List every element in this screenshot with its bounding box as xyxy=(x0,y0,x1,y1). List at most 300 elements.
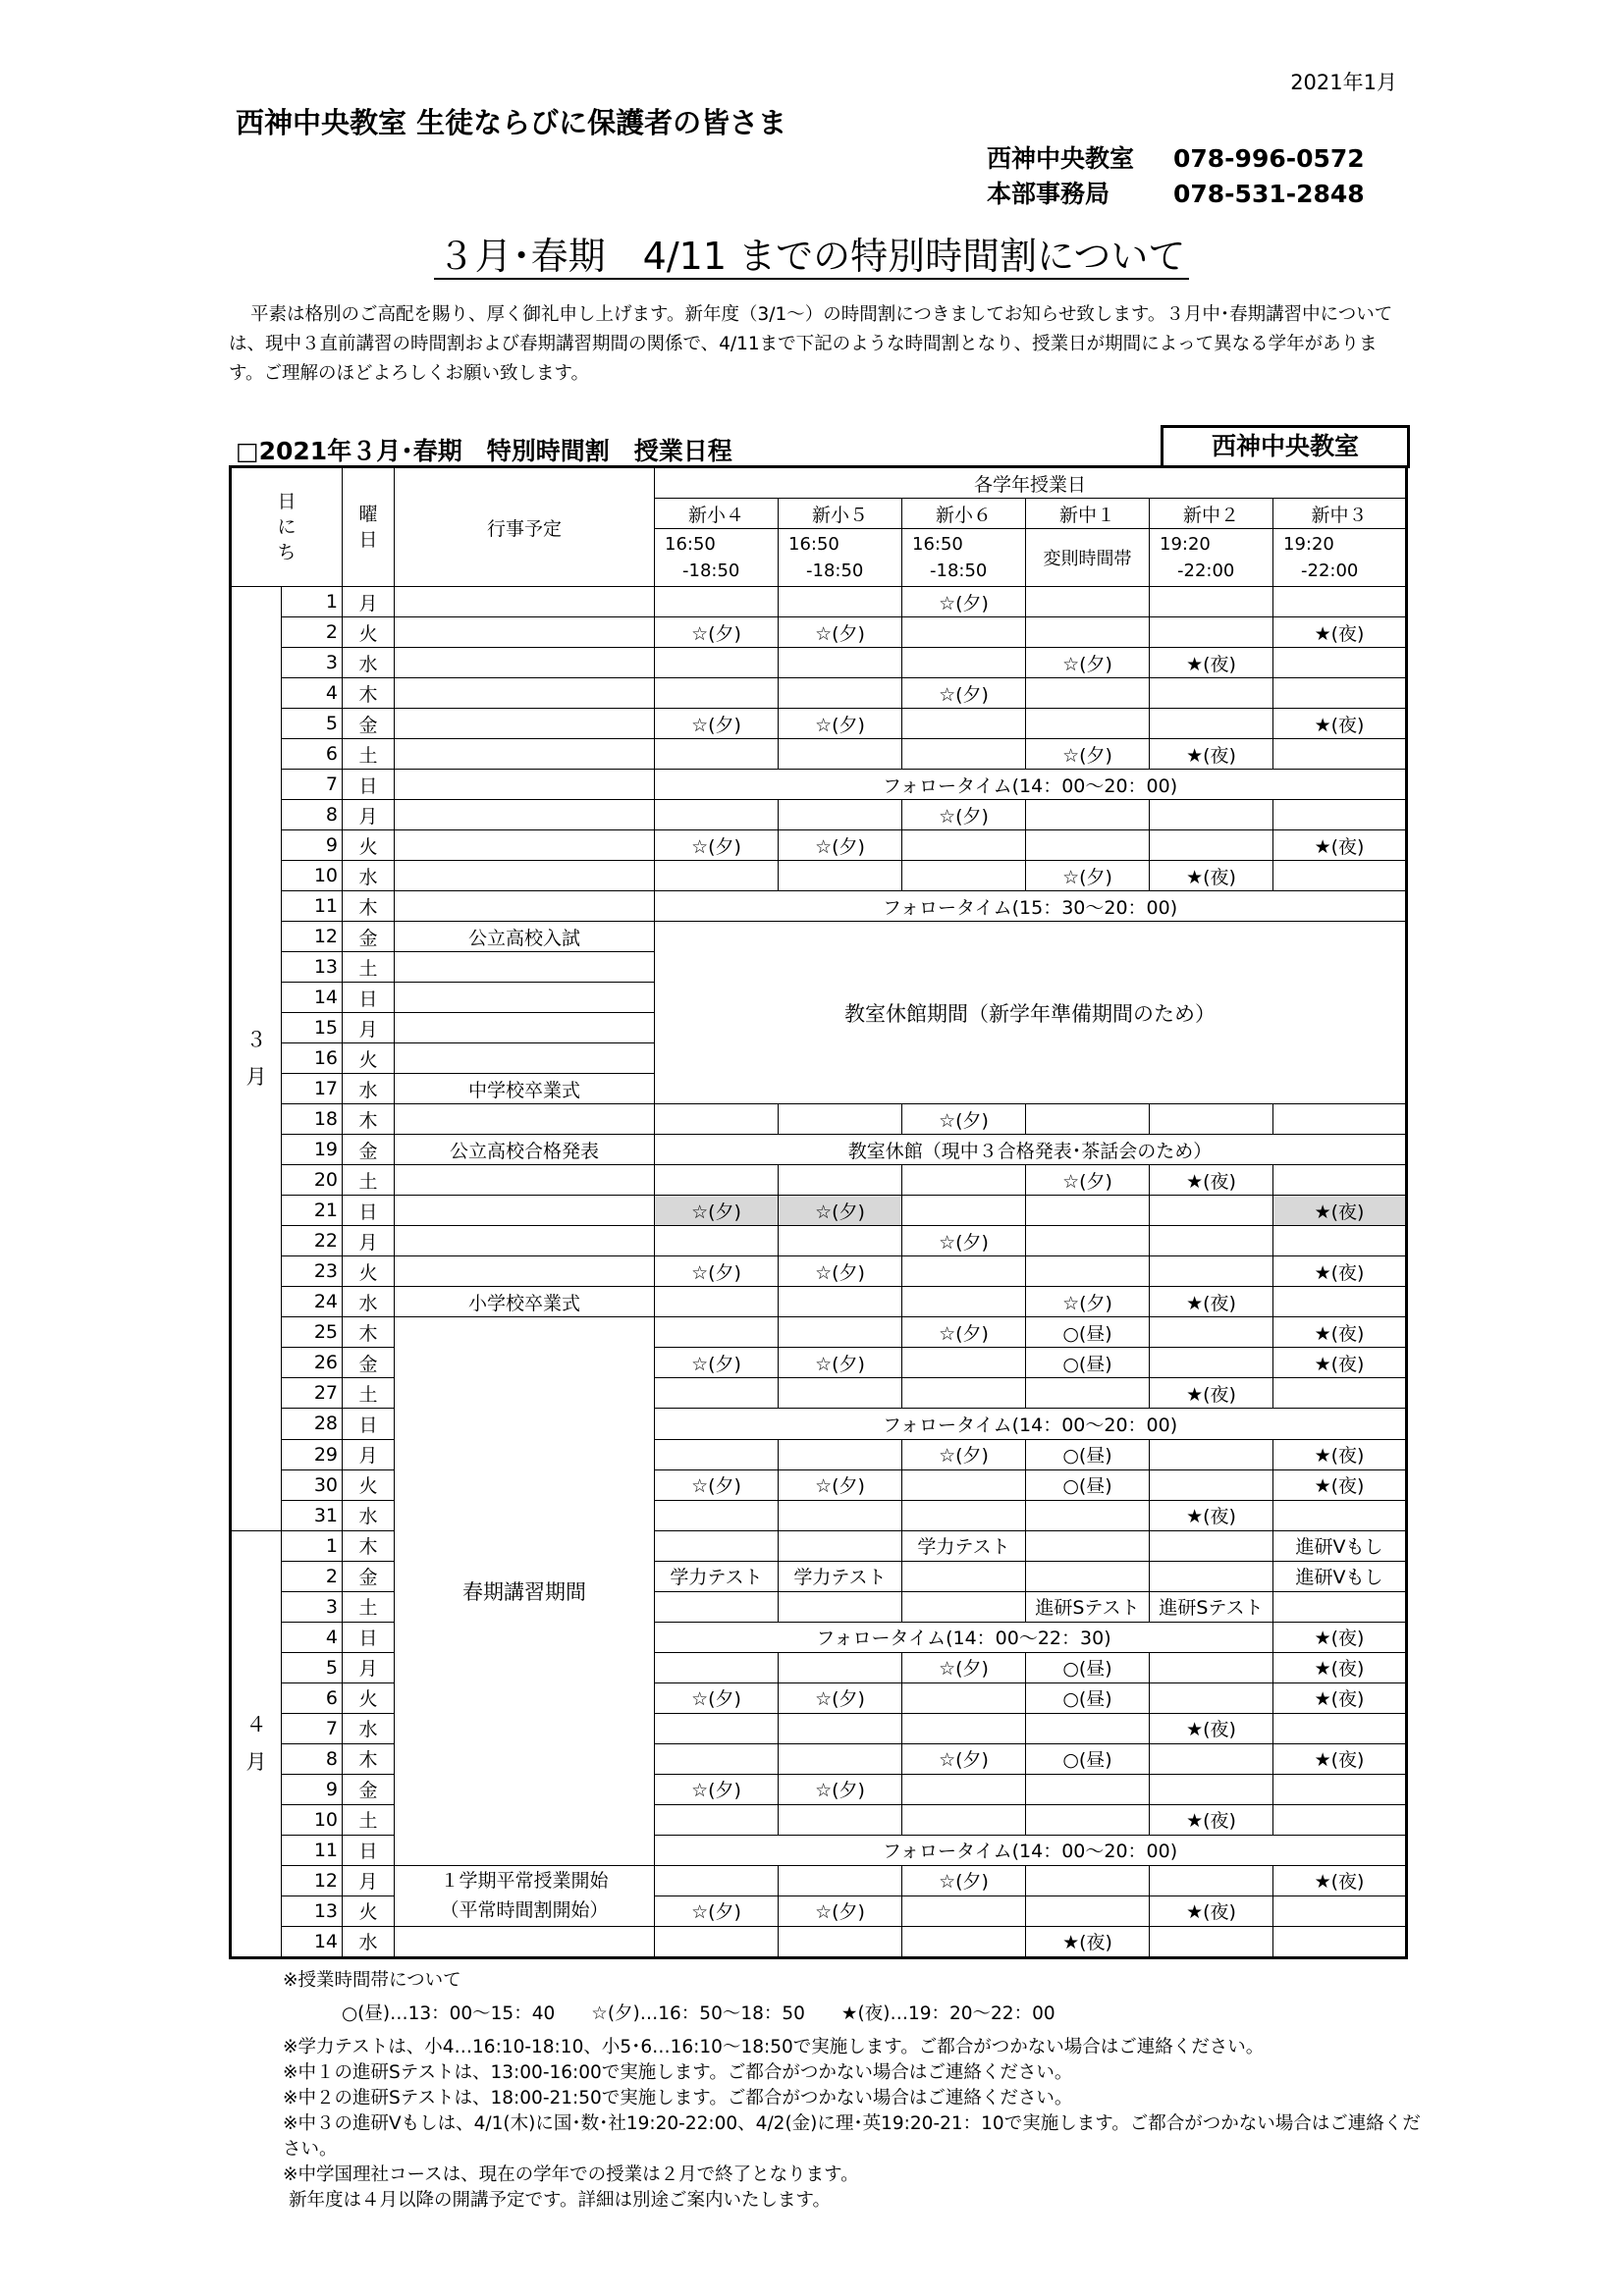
time-header: 変則時間帯 xyxy=(1026,529,1150,587)
event-cell xyxy=(395,800,655,830)
class-cell xyxy=(655,1226,779,1256)
event-cell: 中学校卒業式 xyxy=(395,1074,655,1104)
intro-paragraph: 平素は格別のご高配を賜り、厚く御礼申し上げます。新年度（3/1～）の時間割につきましてお知らせ致します。３月中･春期講習中については、現中３直前講習の時間割および春期講習期間の関係で、4/11まで下記のような時間割となり、授業日が期間によって異なる学年があります。ご理解のほどよろしくお願い致します。 xyxy=(229,304,1393,384)
class-cell xyxy=(1026,709,1150,739)
class-cell: ★(夜) xyxy=(1273,617,1407,648)
class-cell: ☆(夕) xyxy=(655,1196,779,1226)
class-cell xyxy=(779,1530,902,1561)
table-row xyxy=(231,1196,1407,1226)
day-number: 1 xyxy=(282,1530,343,1561)
class-cell xyxy=(779,1439,902,1469)
header-day: 日 に ち xyxy=(231,467,343,587)
class-cell: ★(夜) xyxy=(1026,1926,1150,1957)
weekday: 月 xyxy=(343,800,395,830)
class-cell xyxy=(655,1104,779,1135)
day-number: 21 xyxy=(282,1196,343,1226)
class-cell xyxy=(902,709,1026,739)
class-cell xyxy=(655,1378,779,1409)
class-cell: ○(昼) xyxy=(1026,1743,1150,1774)
weekday: 水 xyxy=(343,648,395,678)
class-cell xyxy=(1026,1104,1150,1135)
note-line: ※中１の進研Sテストは、13:00-16:00で実施します。ご都合がつかない場合はご連絡ください。 xyxy=(283,2062,1073,2083)
class-cell xyxy=(1273,1774,1407,1804)
class-cell: ☆(夕) xyxy=(902,1226,1026,1256)
class-cell xyxy=(779,1926,902,1957)
class-cell xyxy=(779,1500,902,1530)
class-cell xyxy=(1273,1896,1407,1926)
class-cell: ★(夜) xyxy=(1273,830,1407,861)
event-cell xyxy=(395,739,655,770)
class-cell: ★(夜) xyxy=(1150,739,1273,770)
class-cell xyxy=(1026,587,1150,617)
note-line: ※中２の進研Sテストは、18:00-21:50で実施します。ご都合がつかない場合はご連絡ください。 xyxy=(283,2088,1073,2109)
class-cell: ☆(夕) xyxy=(902,1104,1026,1135)
class-cell: ★(夜) xyxy=(1150,1500,1273,1530)
contact-name: 本部事務局 xyxy=(987,180,1110,208)
class-cell: 進研Vもし xyxy=(1273,1561,1407,1591)
event-cell xyxy=(395,1165,655,1196)
event-cell xyxy=(395,770,655,800)
addressee: 西神中央教室 生徒ならびに保護者の皆さま xyxy=(236,106,787,139)
class-cell xyxy=(1150,1652,1273,1682)
class-cell xyxy=(1150,1682,1273,1713)
class-cell: ☆(夕) xyxy=(902,1865,1026,1896)
class-cell: ☆(夕) xyxy=(1026,1287,1150,1317)
class-cell: 学力テスト xyxy=(655,1561,779,1591)
class-cell xyxy=(1150,1530,1273,1561)
class-cell xyxy=(779,648,902,678)
class-cell: ★(夜) xyxy=(1273,1682,1407,1713)
class-cell xyxy=(1150,830,1273,861)
class-cell: ☆(夕) xyxy=(779,830,902,861)
class-cell: 進研Sテスト xyxy=(1150,1591,1273,1622)
event-cell xyxy=(395,1226,655,1256)
day-number: 6 xyxy=(282,1682,343,1713)
class-cell xyxy=(1273,1165,1407,1196)
day-number: 20 xyxy=(282,1165,343,1196)
class-cell: ☆(夕) xyxy=(779,709,902,739)
weekday: 日 xyxy=(343,1622,395,1652)
weekday: 水 xyxy=(343,1074,395,1104)
event-cell xyxy=(395,709,655,739)
class-cell xyxy=(1026,617,1150,648)
event-cell xyxy=(395,678,655,709)
class-cell xyxy=(779,1713,902,1743)
class-cell xyxy=(902,1896,1026,1926)
day-number: 12 xyxy=(282,1865,343,1896)
class-cell xyxy=(779,1743,902,1774)
class-cell: ☆(夕) xyxy=(655,830,779,861)
day-number: 8 xyxy=(282,800,343,830)
class-cell xyxy=(655,1865,779,1896)
class-cell: ☆(夕) xyxy=(902,587,1026,617)
weekday: 土 xyxy=(343,952,395,983)
weekday: 日 xyxy=(343,1196,395,1226)
event-cell xyxy=(395,891,655,922)
class-cell: ○(昼) xyxy=(1026,1439,1150,1469)
class-cell: ☆(夕) xyxy=(655,1256,779,1287)
weekday: 火 xyxy=(343,1469,395,1500)
span-notice: フォロータイム(15：30～20：00) xyxy=(655,891,1407,922)
class-cell xyxy=(1273,1378,1407,1409)
closure-notice: 教室休館期間（新学年準備期間のため） xyxy=(655,922,1407,1104)
class-cell xyxy=(902,1348,1026,1378)
class-cell: ☆(夕) xyxy=(902,1652,1026,1682)
class-cell xyxy=(1150,587,1273,617)
class-cell xyxy=(1026,1713,1150,1743)
class-cell xyxy=(902,739,1026,770)
time-header: 19:20 -22:00 xyxy=(1150,529,1273,587)
class-cell xyxy=(1150,1926,1273,1957)
page-title-text: ３月･春期 4/11 までの特別時間割について xyxy=(434,235,1190,280)
weekday: 火 xyxy=(343,617,395,648)
class-cell xyxy=(655,1530,779,1561)
day-number: 27 xyxy=(282,1378,343,1409)
class-cell: ☆(夕) xyxy=(779,1896,902,1926)
class-cell: ☆(夕) xyxy=(655,617,779,648)
day-number: 13 xyxy=(282,1896,343,1926)
class-cell: ☆(夕) xyxy=(655,709,779,739)
grade-header: 新小４ xyxy=(655,499,779,529)
class-cell xyxy=(1273,587,1407,617)
note-line: ※中学国理社コースは、現在の学年での授業は２月で終了となります。 xyxy=(283,2164,859,2185)
day-number: 12 xyxy=(282,922,343,952)
class-cell xyxy=(902,1561,1026,1591)
day-number: 22 xyxy=(282,1226,343,1256)
class-cell: ★(夜) xyxy=(1273,1469,1407,1500)
table-row xyxy=(231,861,1407,891)
schedule-table xyxy=(229,465,1408,1959)
class-cell xyxy=(779,587,902,617)
contact-name: 西神中央教室 xyxy=(987,144,1135,173)
month-label: ４ 月 xyxy=(231,1530,282,1957)
class-cell xyxy=(779,861,902,891)
class-cell xyxy=(1150,1561,1273,1591)
class-cell: ☆(夕) xyxy=(655,1896,779,1926)
span-notice: フォロータイム(14：00～22：30) xyxy=(655,1622,1273,1652)
day-number: 14 xyxy=(282,983,343,1013)
day-number: 16 xyxy=(282,1043,343,1074)
day-number: 1 xyxy=(282,587,343,617)
header-row xyxy=(231,467,1407,499)
section-title: □2021年３月･春期 特別時間割 授業日程 xyxy=(236,437,732,465)
weekday: 木 xyxy=(343,1530,395,1561)
day-number: 4 xyxy=(282,1622,343,1652)
weekday: 金 xyxy=(343,1774,395,1804)
class-cell xyxy=(1150,1196,1273,1226)
weekday: 日 xyxy=(343,770,395,800)
class-cell xyxy=(1150,1469,1273,1500)
span-notice: フォロータイム(14：00～20：00) xyxy=(655,1409,1407,1439)
weekday: 月 xyxy=(343,1226,395,1256)
class-cell xyxy=(655,1317,779,1348)
issue-date: 2021年1月 xyxy=(1290,71,1397,94)
weekday: 火 xyxy=(343,1256,395,1287)
class-cell xyxy=(655,678,779,709)
weekday: 水 xyxy=(343,861,395,891)
class-cell xyxy=(779,678,902,709)
class-cell xyxy=(1273,1226,1407,1256)
class-cell: ★(夜) xyxy=(1273,709,1407,739)
class-cell xyxy=(902,1378,1026,1409)
class-cell xyxy=(779,1865,902,1896)
event-cell xyxy=(395,1104,655,1135)
weekday: 月 xyxy=(343,1439,395,1469)
weekday: 火 xyxy=(343,1682,395,1713)
class-cell xyxy=(1026,1226,1150,1256)
day-number: 9 xyxy=(282,1774,343,1804)
class-cell: ☆(夕) xyxy=(655,1682,779,1713)
weekday: 金 xyxy=(343,1561,395,1591)
class-cell xyxy=(902,1500,1026,1530)
slot-times: ○(昼)…13：00～15：40 ☆(夕)…16：50～18：50 ★(夜)…19：20～22：00 xyxy=(342,2003,1055,2024)
day-number: 5 xyxy=(282,709,343,739)
class-cell: ★(夜) xyxy=(1150,1378,1273,1409)
class-cell xyxy=(1150,1317,1273,1348)
class-cell: 学力テスト xyxy=(902,1530,1026,1561)
header-class-days: 各学年授業日 xyxy=(655,467,1407,499)
weekday: 月 xyxy=(343,1865,395,1896)
class-cell xyxy=(1150,709,1273,739)
event-cell xyxy=(395,648,655,678)
class-cell xyxy=(1026,1561,1150,1591)
day-number: 3 xyxy=(282,648,343,678)
class-cell xyxy=(1150,1348,1273,1378)
class-cell xyxy=(655,1287,779,1317)
class-cell xyxy=(655,587,779,617)
span-notice: フォロータイム(14：00～20：00) xyxy=(655,770,1407,800)
class-cell xyxy=(779,1104,902,1135)
grade-header: 新中１ xyxy=(1026,499,1150,529)
table-row xyxy=(231,1317,1407,1348)
table-row xyxy=(231,1104,1407,1135)
class-cell xyxy=(1150,678,1273,709)
day-number: 9 xyxy=(282,830,343,861)
class-cell: ☆(夕) xyxy=(1026,648,1150,678)
class-cell xyxy=(655,800,779,830)
class-cell xyxy=(655,648,779,678)
class-cell: ★(夜) xyxy=(1150,648,1273,678)
event-cell: 小学校卒業式 xyxy=(395,1287,655,1317)
day-number: 28 xyxy=(282,1409,343,1439)
class-cell: ☆(夕) xyxy=(655,1469,779,1500)
day-number: 7 xyxy=(282,1713,343,1743)
event-cell xyxy=(395,1043,655,1074)
event-cell xyxy=(395,617,655,648)
class-cell xyxy=(779,1652,902,1682)
class-cell xyxy=(1273,739,1407,770)
day-number: 11 xyxy=(282,1835,343,1865)
class-cell xyxy=(779,1317,902,1348)
class-cell xyxy=(779,1165,902,1196)
day-number: 24 xyxy=(282,1287,343,1317)
class-cell xyxy=(655,1500,779,1530)
class-cell xyxy=(655,1652,779,1682)
class-cell: ○(昼) xyxy=(1026,1469,1150,1500)
grade-header: 新中２ xyxy=(1150,499,1273,529)
table-row xyxy=(231,709,1407,739)
day-number: 17 xyxy=(282,1074,343,1104)
class-cell xyxy=(902,1196,1026,1226)
table-row xyxy=(231,1135,1407,1165)
class-cell xyxy=(902,1256,1026,1287)
class-cell: ☆(夕) xyxy=(902,678,1026,709)
class-cell xyxy=(1150,1865,1273,1896)
class-cell: ☆(夕) xyxy=(655,1348,779,1378)
class-cell: ★(夜) xyxy=(1150,1896,1273,1926)
table-row xyxy=(231,739,1407,770)
weekday: 月 xyxy=(343,1652,395,1682)
class-cell xyxy=(1026,1896,1150,1926)
day-number: 18 xyxy=(282,1104,343,1135)
class-cell: ☆(夕) xyxy=(1026,739,1150,770)
day-number: 26 xyxy=(282,1348,343,1378)
note-line: ※中３の進研Vもしは、4/1(木)に国･数･社19:20-22:00、4/2(金)に理･英19:20-21：10で実施します。ご都合がつかない場合はご連絡ください。 xyxy=(283,2113,1421,2160)
class-cell xyxy=(1026,1378,1150,1409)
grade-header: 新小６ xyxy=(902,499,1026,529)
day-number: 5 xyxy=(282,1652,343,1682)
class-cell xyxy=(902,1591,1026,1622)
table-row xyxy=(231,770,1407,800)
class-cell xyxy=(1150,1774,1273,1804)
day-number: 7 xyxy=(282,770,343,800)
class-cell xyxy=(1026,800,1150,830)
class-cell xyxy=(902,830,1026,861)
contact-phone: 078-531-2848 xyxy=(1173,180,1365,208)
class-cell: ☆(夕) xyxy=(1026,861,1150,891)
event-cell xyxy=(395,587,655,617)
day-number: 19 xyxy=(282,1135,343,1165)
day-number: 14 xyxy=(282,1926,343,1957)
weekday: 土 xyxy=(343,1591,395,1622)
day-number: 2 xyxy=(282,617,343,648)
class-cell xyxy=(655,1743,779,1774)
time-header: 16:50 -18:50 xyxy=(779,529,902,587)
weekday: 火 xyxy=(343,830,395,861)
weekday: 水 xyxy=(343,1500,395,1530)
weekday: 木 xyxy=(343,678,395,709)
class-cell: ☆(夕) xyxy=(779,1256,902,1287)
event-cell xyxy=(395,1196,655,1226)
class-cell xyxy=(1273,1500,1407,1530)
contact-office xyxy=(987,175,1399,210)
span-notice: フォロータイム(14：00～20：00) xyxy=(655,1835,1407,1865)
table-row xyxy=(231,800,1407,830)
class-cell xyxy=(1150,1226,1273,1256)
class-cell: ☆(夕) xyxy=(779,1196,902,1226)
class-cell: ☆(夕) xyxy=(779,1469,902,1500)
campus-label: 西神中央教室 xyxy=(1161,425,1410,468)
weekday: 水 xyxy=(343,1926,395,1957)
day-number: 11 xyxy=(282,891,343,922)
class-cell: ★(夜) xyxy=(1273,1652,1407,1682)
weekday: 木 xyxy=(343,1317,395,1348)
class-cell: ★(夜) xyxy=(1273,1196,1407,1226)
weekday: 火 xyxy=(343,1043,395,1074)
table-row xyxy=(231,648,1407,678)
class-cell xyxy=(779,800,902,830)
weekday: 日 xyxy=(343,1409,395,1439)
class-cell: ★(夜) xyxy=(1273,1348,1407,1378)
weekday: 金 xyxy=(343,922,395,952)
class-cell xyxy=(1273,1104,1407,1135)
class-cell xyxy=(902,617,1026,648)
class-cell xyxy=(902,861,1026,891)
class-cell xyxy=(1150,800,1273,830)
class-cell: ☆(夕) xyxy=(655,1774,779,1804)
class-cell xyxy=(1273,1287,1407,1317)
class-cell xyxy=(1273,861,1407,891)
class-cell: ★(夜) xyxy=(1150,861,1273,891)
class-cell xyxy=(1026,1804,1150,1835)
class-cell xyxy=(779,1591,902,1622)
class-cell xyxy=(902,1682,1026,1713)
class-cell xyxy=(1150,1104,1273,1135)
event-cell xyxy=(395,1926,655,1957)
time-header: 16:50 -18:50 xyxy=(655,529,779,587)
weekday: 金 xyxy=(343,1348,395,1378)
class-cell xyxy=(1273,1926,1407,1957)
class-cell: ○(昼) xyxy=(1026,1652,1150,1682)
day-number: 10 xyxy=(282,1804,343,1835)
table-row xyxy=(231,1865,1407,1896)
day-number: 8 xyxy=(282,1743,343,1774)
day-number: 13 xyxy=(282,952,343,983)
event-cell xyxy=(395,983,655,1013)
table-row xyxy=(231,1926,1407,1957)
class-cell xyxy=(655,1804,779,1835)
class-cell: ☆(夕) xyxy=(902,1439,1026,1469)
class-cell: ★(夜) xyxy=(1273,1256,1407,1287)
day-number: 6 xyxy=(282,739,343,770)
class-cell: ☆(夕) xyxy=(779,1682,902,1713)
grade-header: 新小５ xyxy=(779,499,902,529)
weekday: 土 xyxy=(343,739,395,770)
class-cell xyxy=(655,739,779,770)
class-cell xyxy=(1273,800,1407,830)
class-cell: ★(夜) xyxy=(1150,1713,1273,1743)
weekday: 日 xyxy=(343,1835,395,1865)
class-cell: ★(夜) xyxy=(1273,1865,1407,1896)
table-row xyxy=(231,1226,1407,1256)
class-cell xyxy=(655,1713,779,1743)
weekday: 日 xyxy=(343,983,395,1013)
class-cell xyxy=(779,1378,902,1409)
class-cell: ★(夜) xyxy=(1150,1804,1273,1835)
class-cell: ★(夜) xyxy=(1150,1287,1273,1317)
class-cell xyxy=(1150,1439,1273,1469)
weekday: 火 xyxy=(343,1896,395,1926)
class-cell xyxy=(1026,1530,1150,1561)
weekday: 木 xyxy=(343,1104,395,1135)
class-cell xyxy=(902,1926,1026,1957)
event-cell: 公立高校入試 xyxy=(395,922,655,952)
day-number: 3 xyxy=(282,1591,343,1622)
time-header: 16:50 -18:50 xyxy=(902,529,1026,587)
class-cell xyxy=(1026,830,1150,861)
weekday: 水 xyxy=(343,1713,395,1743)
class-cell xyxy=(1273,678,1407,709)
class-cell: 進研Sテスト xyxy=(1026,1591,1150,1622)
weekday: 土 xyxy=(343,1378,395,1409)
weekday: 木 xyxy=(343,1743,395,1774)
class-cell: ☆(夕) xyxy=(902,1317,1026,1348)
table-row xyxy=(231,617,1407,648)
class-cell xyxy=(779,739,902,770)
slot-title: ※授業時間帯について xyxy=(283,1970,461,1991)
class-cell: ☆(夕) xyxy=(779,1348,902,1378)
class-cell xyxy=(1273,648,1407,678)
